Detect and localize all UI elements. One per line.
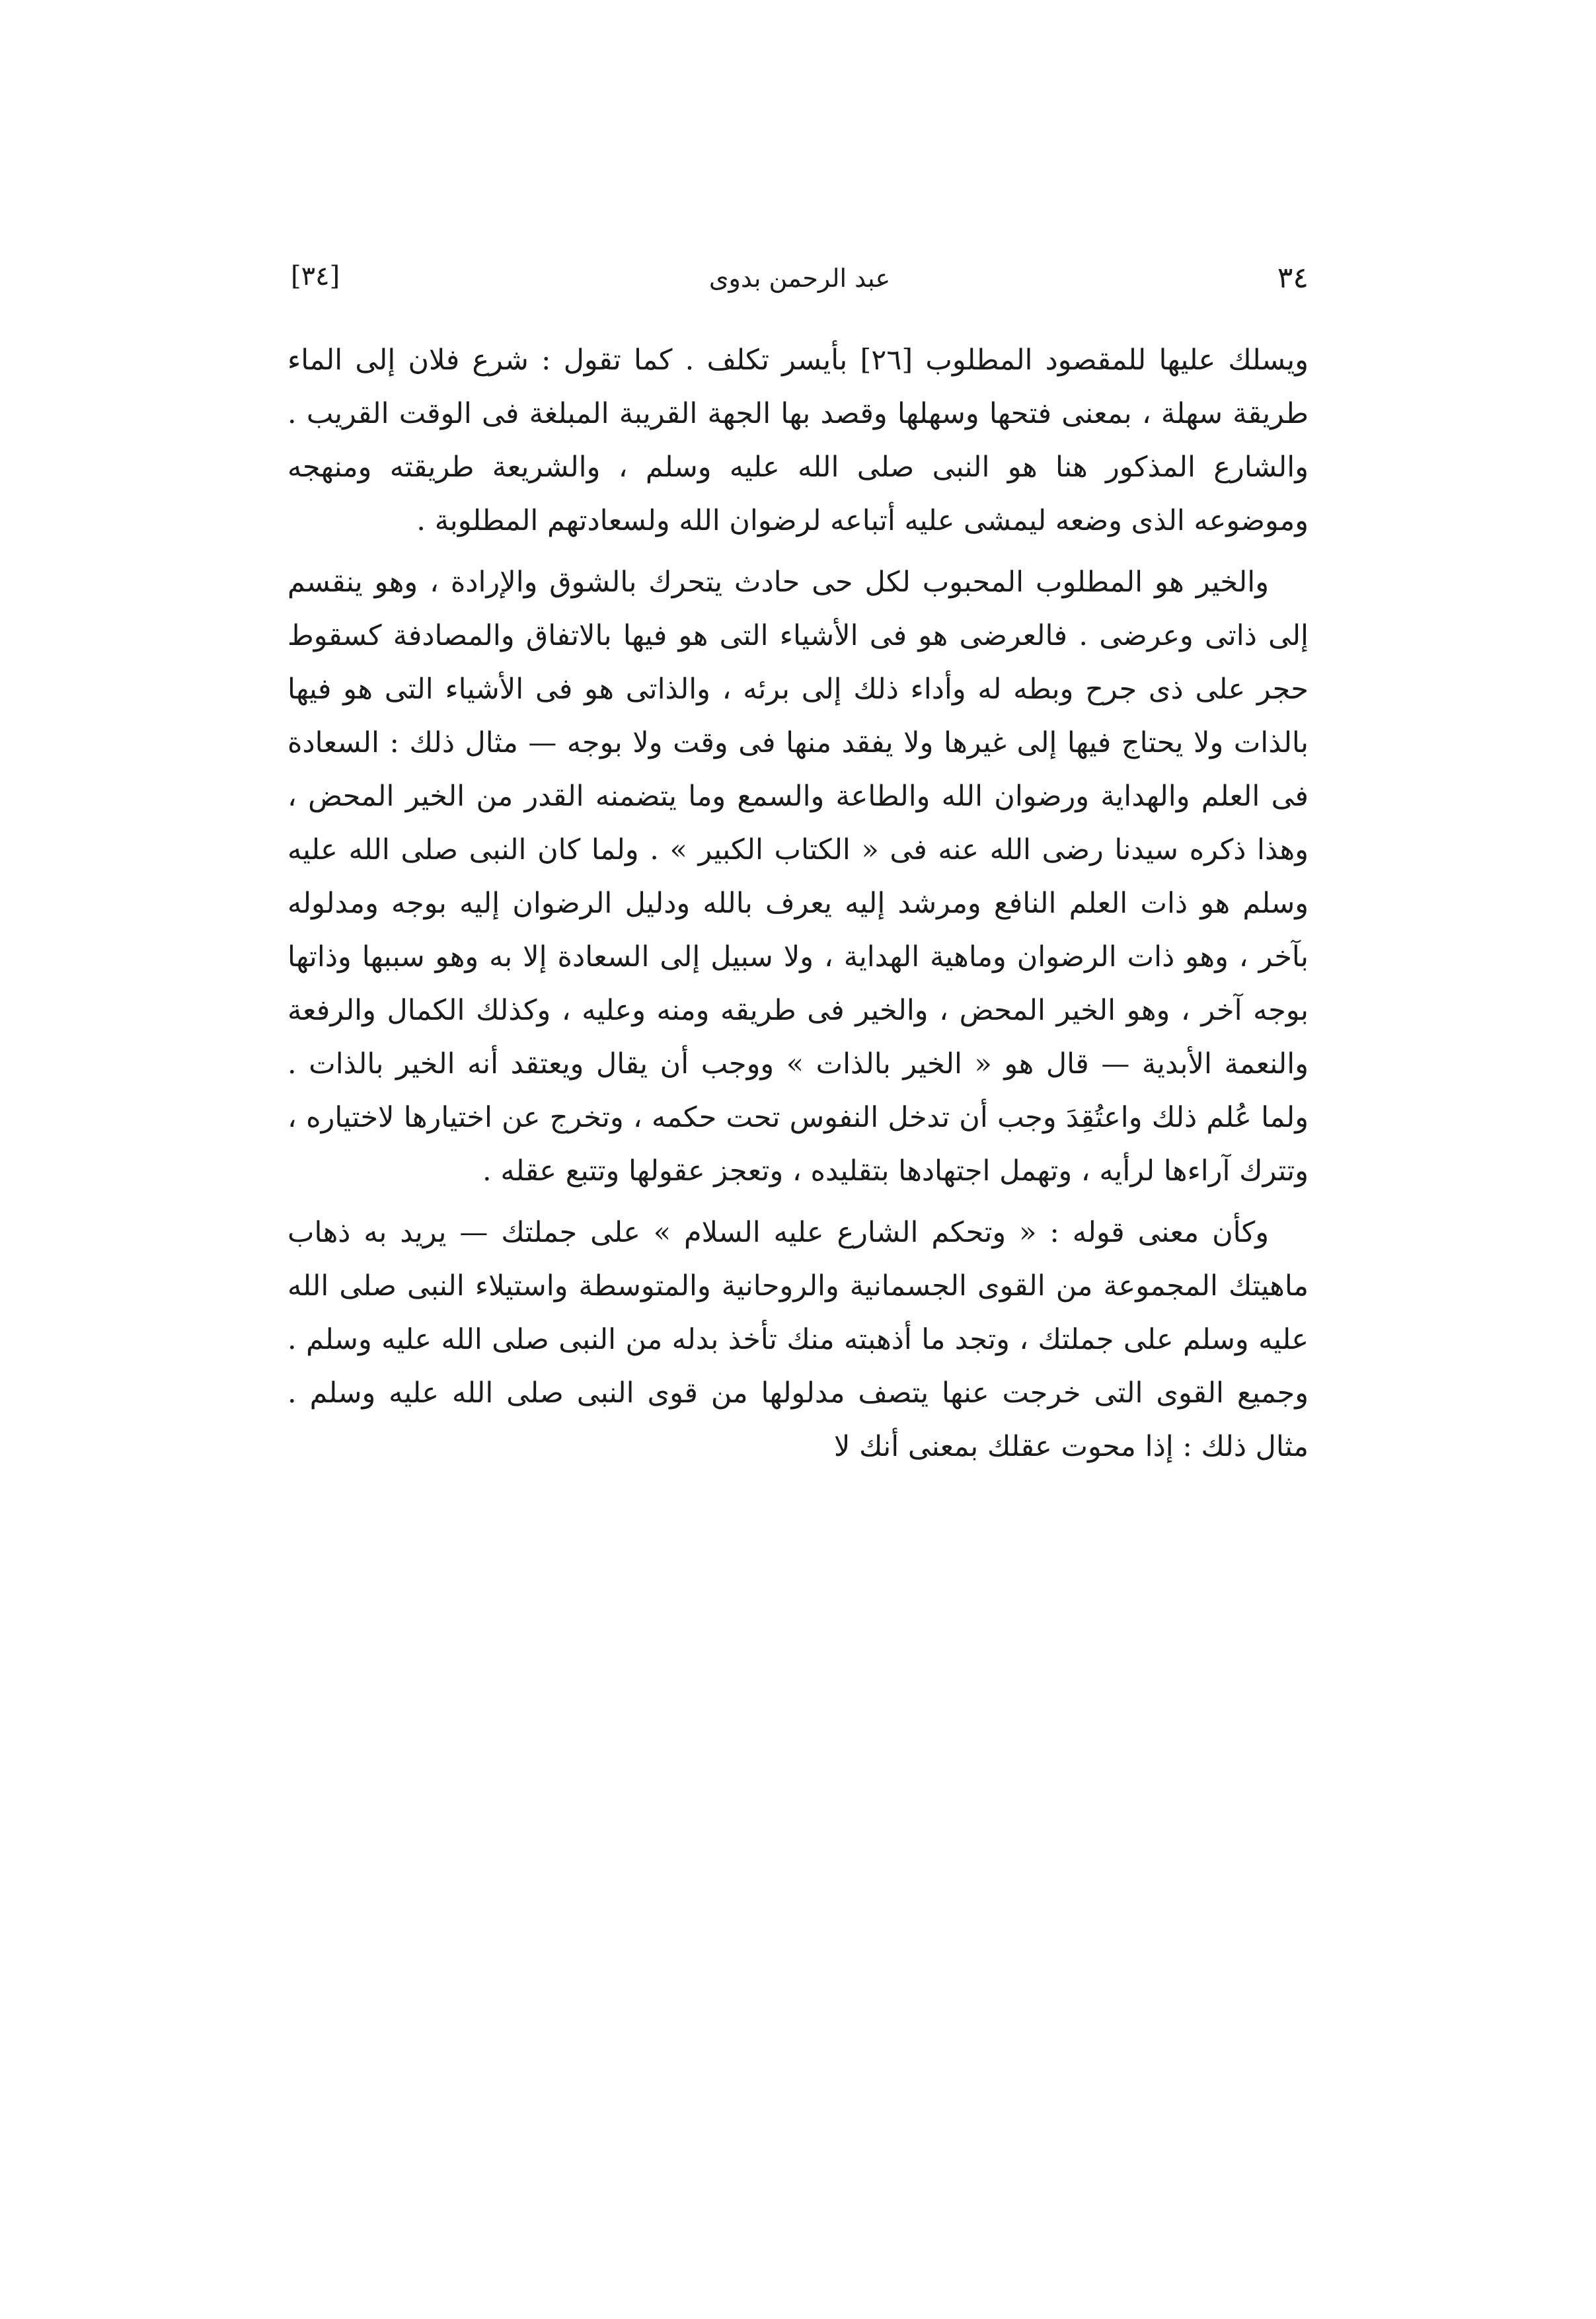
paragraph-3: وكأن معنى قوله : « وتحكم الشارع عليه السلام » على جملتك — يريد به ذهاب ماهيتك المجموعة من القوى الجسمانية والروحانية والمتوسطة واستيلاء النبى صلى الله عليه وسلم على جملتك ، وتجد ما أذهبته منك تأخذ بدله من النبى صلى الله عليه وسلم . وجميع القوى التى خرجت عنها يتصف مدلولها من قوى النبى صلى الله عليه وسلم . مثال ذلك : إذا محوت عقلك بمعنى أنك لا bbox=[287, 1216, 1309, 1463]
page-number: ٣٤ bbox=[1277, 261, 1309, 295]
page-header bbox=[291, 261, 1309, 307]
paragraph-2: والخير هو المطلوب المحبوب لكل حى حادث يتحرك بالشوق والإرادة ، وهو ينقسم إلى ذاتى وعرضى . فالعرضى هو فى الأشياء التى هو فيها بالاتفاق والمصادفة كسقوط حجر على ذى جرح وبطه له وأداء ذلك إلى برئه ، والذاتى هو فى الأشياء التى هو فيها بالذات ولا يحتاج فيها إلى غيرها ولا يفقد منها فى وقت ولا بوجه — مثال ذلك : السعادة فى العلم والهداية ورضوان الله والطاعة والسمع وما يتضمنه القدر من الخير المحض ، وهذا ذكره سيدنا رضى الله عنه فى « الكتاب الكبير » . ولما كان النبى صلى الله عليه وسلم هو ذات العلم النافع ومرشد إليه يعرف بالله ودليل الرضوان إليه بوجه ومدلوله بآخر ، وهو ذات الرضوان وماهية الهداية ، ولا سبيل إلى السعادة إلا به وهو سببها وذاتها بوجه آخر ، وهو الخير المحض ، والخير فى طريقه ومنه وعليه ، وكذلك الكمال والرفعة والنعمة الأبدية — قال هو « الخير بالذات » ووجب أن يقال ويعتقد أنه الخير بالذات . ولما عُلم ذلك واعتُقِدَ وجب أن تدخل النفوس تحت حكمه ، وتخرج عن اختيارها لاختياره ، وتترك آراءها لرأيه ، وتهمل اجتهادها بتقليده ، وتعجز عقولها وتتبع عقله . bbox=[287, 566, 1309, 1188]
running-title: عبد الرحمن بدوى bbox=[708, 264, 891, 293]
body-text bbox=[287, 334, 1309, 1482]
paragraph-1: ويسلك عليها للمقصود المطلوب [٢٦] بأيسر تكلف . كما تقول : شرع فلان إلى الماء طريقة سهلة ، بمعنى فتحها وسهلها وقصد بها الجهة القريبة المبلغة فى الوقت القريب . والشارع المذكور هنا هو النبى صلى الله عليه وسلم ، والشريعة طريقته ومنهجه وموضوعه الذى وضعه ليمشى عليه أتباعه لرضوان الله ولسعادتهم المطلوبة . bbox=[287, 344, 1309, 537]
original-page-reference: [٣٤] bbox=[291, 261, 340, 291]
